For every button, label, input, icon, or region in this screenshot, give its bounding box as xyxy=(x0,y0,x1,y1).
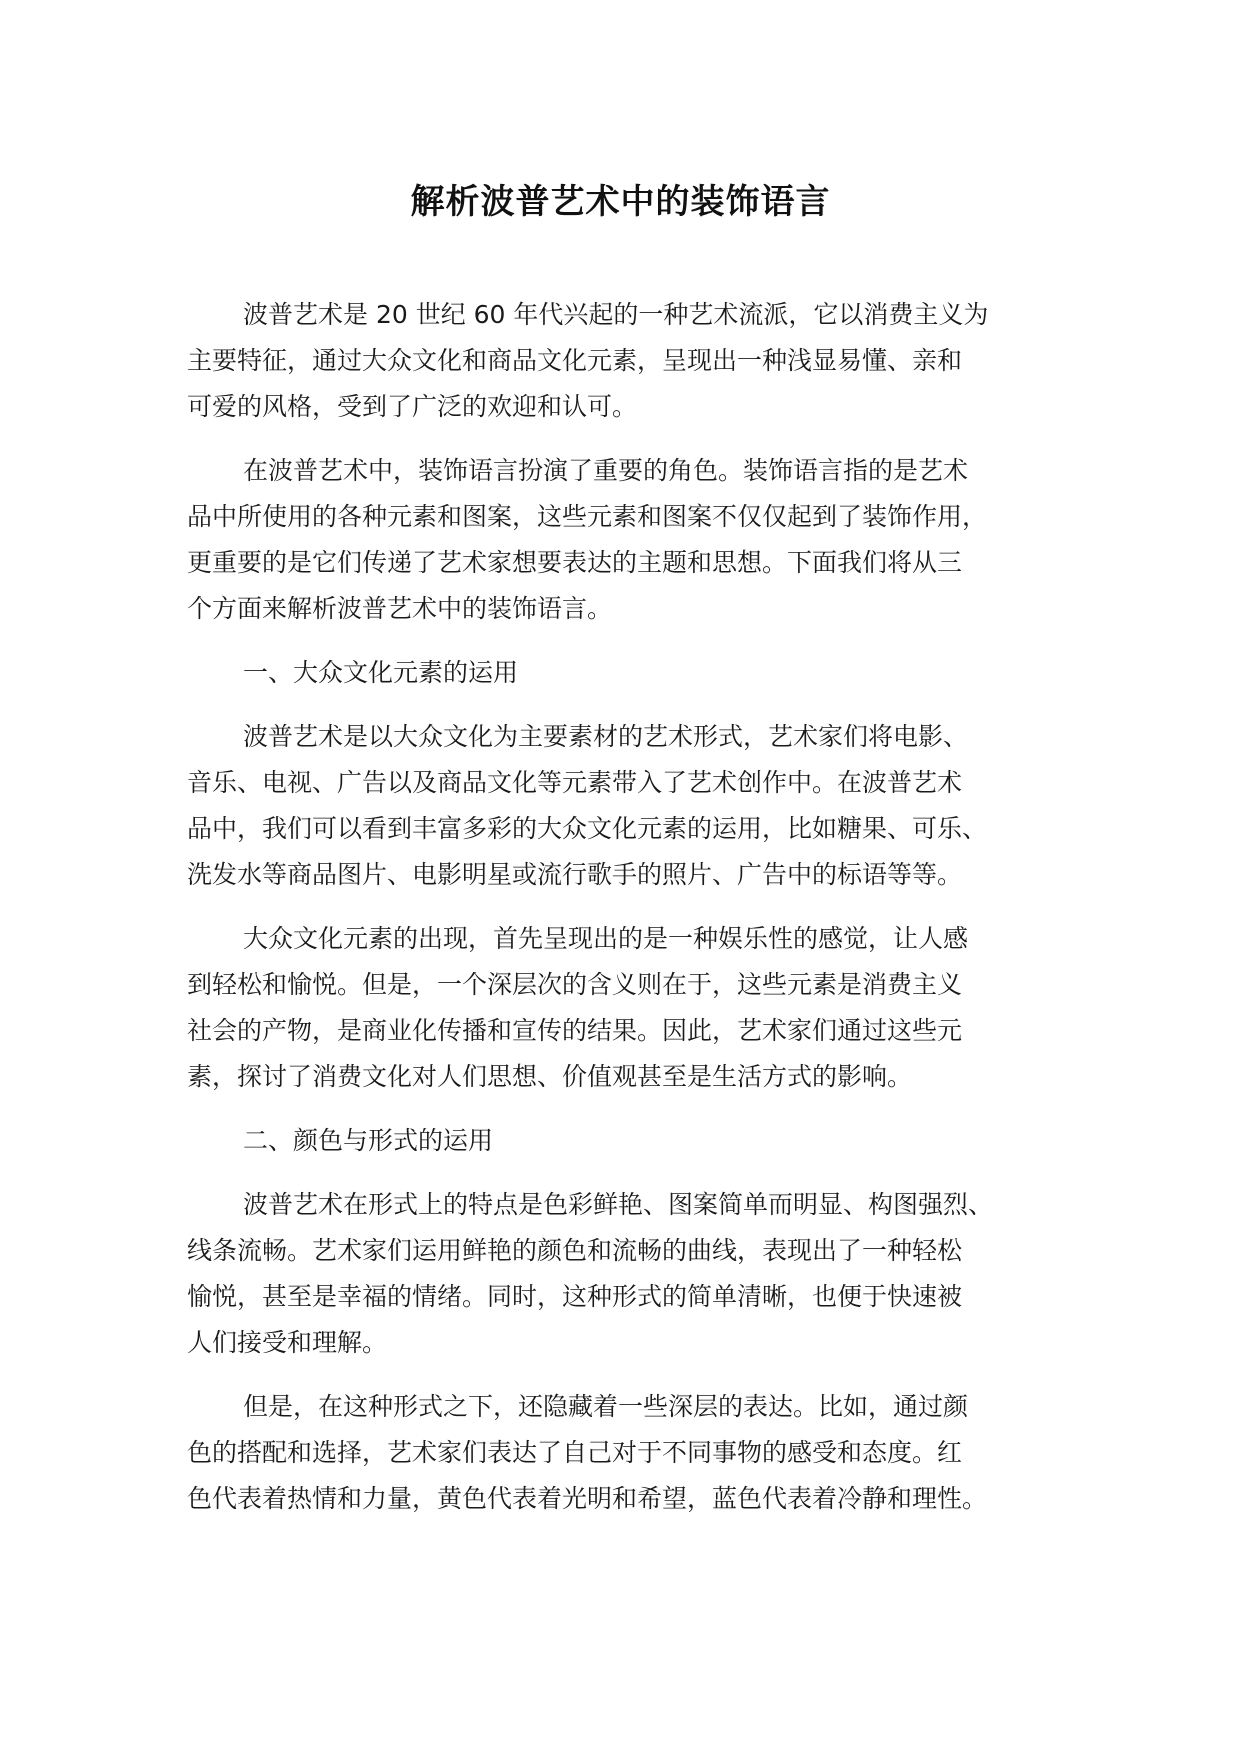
paragraph-line: 人们接受和理解。 xyxy=(187,1328,388,1357)
paragraph-line: 愉悦，甚至是幸福的情绪。同时，这种形式的简单清晰，也便于快速被 xyxy=(187,1282,963,1311)
paragraph-mass-culture-meaning xyxy=(187,916,1067,1100)
paragraph-line: 社会的产物，是商业化传播和宣传的结果。因此，艺术家们通过这些元 xyxy=(187,1016,963,1045)
paragraph-line: 色代表着热情和力量，黄色代表着光明和希望，蓝色代表着冷静和理性。 xyxy=(187,1484,988,1513)
section-heading-text: 一、大众文化元素的运用 xyxy=(243,658,519,687)
paragraph-line: 到轻松和愉悦。但是，一个深层次的含义则在于，这些元素是消费主义 xyxy=(187,970,963,999)
document-body xyxy=(187,292,1067,1540)
paragraph-intro xyxy=(187,292,1067,430)
paragraph-line: 但是，在这种形式之下，还隐藏着一些深层的表达。比如，通过颜 xyxy=(243,1392,969,1421)
paragraph-color-form xyxy=(187,1182,1067,1366)
paragraph-mass-culture xyxy=(187,714,1067,898)
paragraph-line: 素，探讨了消费文化对人们思想、价值观甚至是生活方式的影响。 xyxy=(187,1062,913,1091)
paragraph-line: 波普艺术是 20 世纪 60 年代兴起的一种艺术流派，它以消费主义为 xyxy=(243,300,989,329)
paragraph-line: 品中所使用的各种元素和图案，这些元素和图案不仅仅起到了装饰作用， xyxy=(187,502,988,531)
paragraph-line: 更重要的是它们传递了艺术家想要表达的主题和思想。下面我们将从三 xyxy=(187,548,963,577)
paragraph-color-meaning xyxy=(187,1384,1067,1522)
paragraph-line: 主要特征，通过大众文化和商品文化元素，呈现出一种浅显易懂、亲和 xyxy=(187,346,963,375)
paragraph-decoration-language xyxy=(187,448,1067,632)
section-heading-text: 二、颜色与形式的运用 xyxy=(243,1126,494,1155)
document-title: 解析波普艺术中的装饰语言 xyxy=(410,182,831,222)
section-heading-1 xyxy=(187,650,1067,696)
paragraph-line: 在波普艺术中，装饰语言扮演了重要的角色。装饰语言指的是艺术 xyxy=(243,456,969,485)
paragraph-line: 音乐、电视、广告以及商品文化等元素带入了艺术创作中。在波普艺术 xyxy=(187,768,963,797)
paragraph-line: 波普艺术是以大众文化为主要素材的艺术形式，艺术家们将电影、 xyxy=(243,722,969,751)
section-heading-2 xyxy=(187,1118,1067,1164)
paragraph-line: 色的搭配和选择，艺术家们表达了自己对于不同事物的感受和态度。红 xyxy=(187,1438,963,1467)
paragraph-line: 可爱的风格，受到了广泛的欢迎和认可。 xyxy=(187,392,638,421)
paragraph-line: 波普艺术在形式上的特点是色彩鲜艳、图案简单而明显、构图强烈、 xyxy=(243,1190,994,1219)
paragraph-line: 线条流畅。艺术家们运用鲜艳的颜色和流畅的曲线，表现出了一种轻松 xyxy=(187,1236,963,1265)
paragraph-line: 品中，我们可以看到丰富多彩的大众文化元素的运用，比如糖果、可乐、 xyxy=(187,814,988,843)
paragraph-line: 洗发水等商品图片、电影明星或流行歌手的照片、广告中的标语等等。 xyxy=(187,860,963,889)
paragraph-line: 个方面来解析波普艺术中的装饰语言。 xyxy=(187,594,613,623)
paragraph-line: 大众文化元素的出现，首先呈现出的是一种娱乐性的感觉，让人感 xyxy=(243,924,969,953)
